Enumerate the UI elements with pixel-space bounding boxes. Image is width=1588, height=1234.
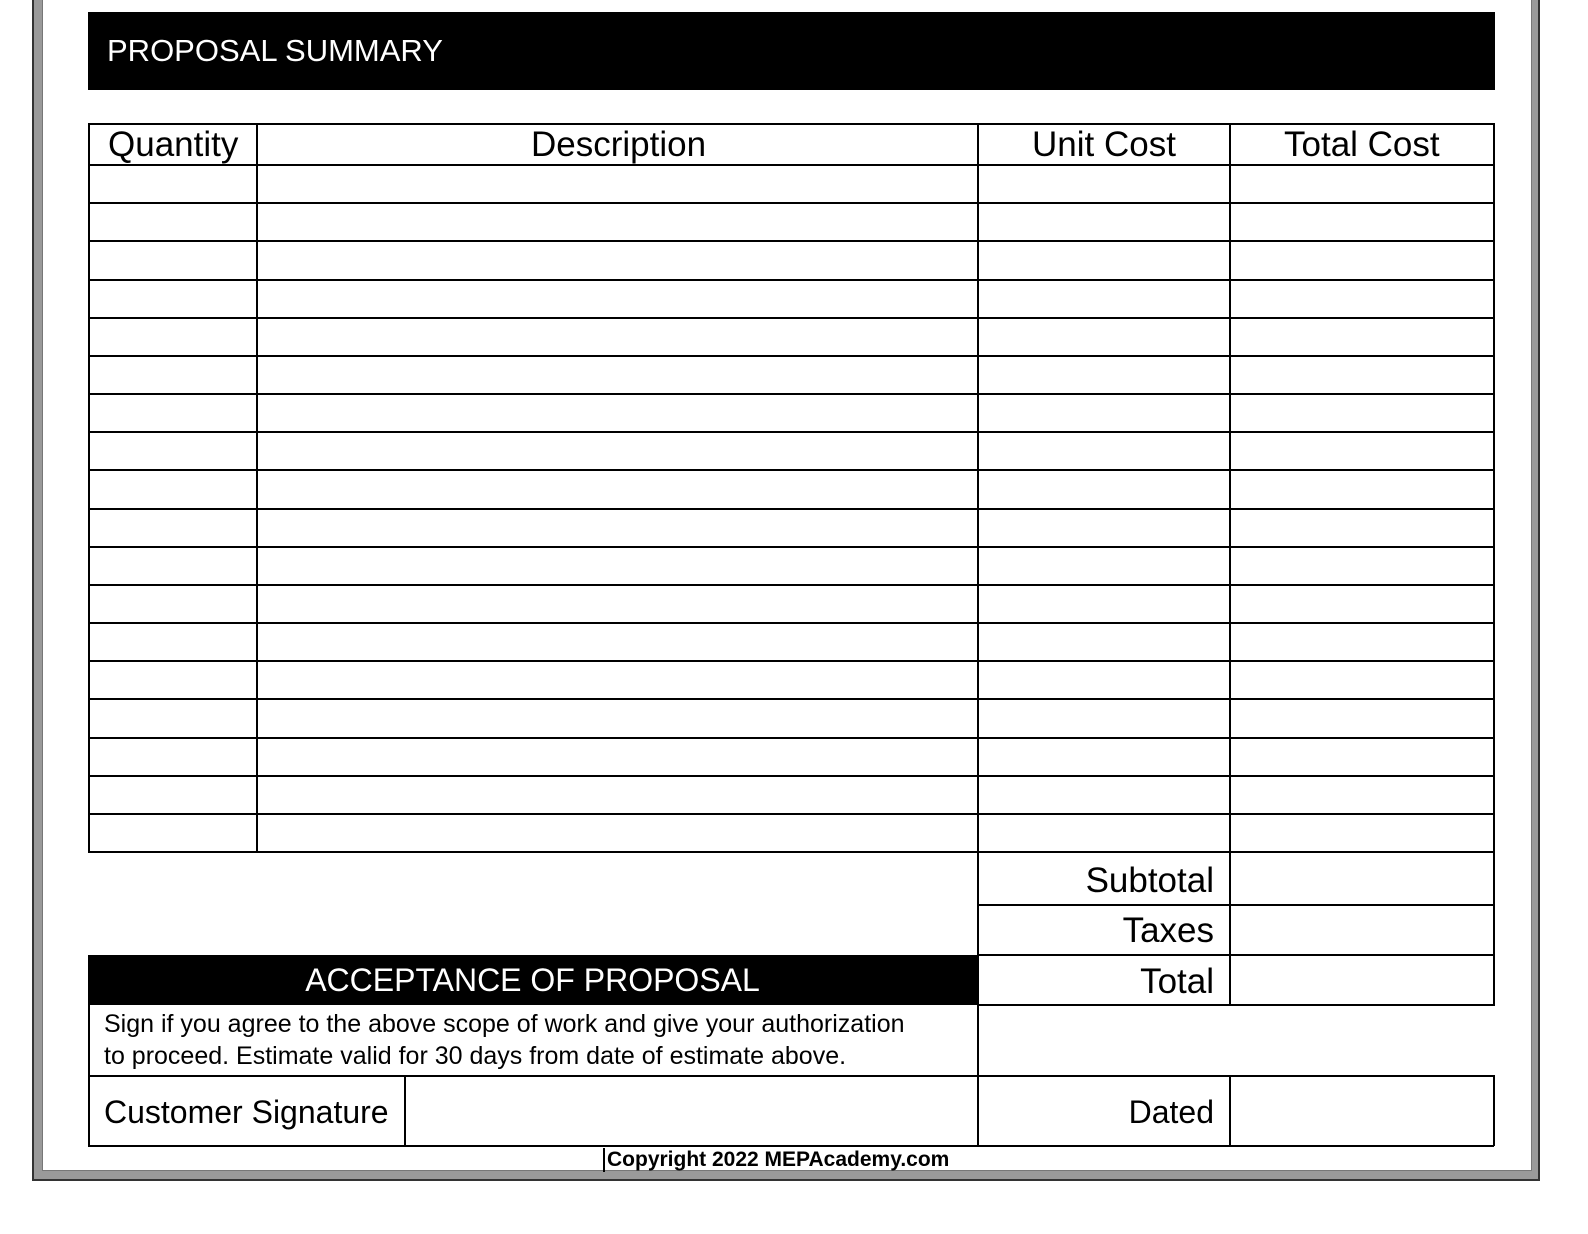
unit-cost-cell[interactable] [979, 357, 1229, 393]
copyright-footer: Copyright 2022 MEPAcademy.com [603, 1148, 949, 1172]
total-cost-cell[interactable] [1231, 319, 1493, 355]
quantity-cell[interactable] [90, 662, 256, 698]
acceptance-title [88, 955, 977, 1005]
unit-cost-cell[interactable] [979, 471, 1229, 507]
description-cell[interactable] [258, 471, 977, 507]
total-cost-cell[interactable] [1231, 357, 1493, 393]
total-label: Total [1140, 962, 1214, 1001]
totals-bottom-border [977, 1004, 1494, 1006]
unit-cost-cell[interactable] [979, 433, 1229, 469]
column-header-quantity: Quantity [108, 125, 239, 164]
quantity-cell[interactable] [90, 471, 256, 507]
taxes-label: Taxes [1122, 911, 1214, 950]
signature-top-border [88, 1075, 1494, 1077]
unit-cost-cell[interactable] [979, 395, 1229, 431]
column-header-description: Description [531, 125, 707, 164]
quantity-cell[interactable] [90, 166, 256, 202]
total-cost-cell[interactable] [1231, 548, 1493, 584]
description-cell[interactable] [258, 204, 977, 240]
description-cell[interactable] [258, 357, 977, 393]
description-cell[interactable] [258, 815, 977, 851]
total-cost-cell[interactable] [1231, 815, 1493, 851]
unit-cost-cell[interactable] [979, 586, 1229, 622]
unit-cost-cell[interactable] [979, 204, 1229, 240]
dated-field[interactable] [1230, 1076, 1493, 1146]
acceptance-note-line-1: Sign if you agree to the above scope of work and give your authorization [104, 1010, 905, 1038]
total-cost-cell[interactable] [1231, 624, 1493, 660]
quantity-cell[interactable] [90, 815, 256, 851]
table-top-border [88, 123, 1494, 125]
description-cell[interactable] [258, 395, 977, 431]
description-cell[interactable] [258, 700, 977, 736]
acceptance-note [104, 1008, 905, 1072]
total-cost-cell[interactable] [1231, 662, 1493, 698]
subtotal-label: Subtotal [1085, 861, 1214, 900]
totals-divider [977, 954, 1494, 956]
signature-divider [404, 1075, 406, 1146]
quantity-cell[interactable] [90, 586, 256, 622]
column-header-unit-cost: Unit Cost [1032, 125, 1176, 164]
quantity-cell[interactable] [90, 739, 256, 775]
total-cost-cell[interactable] [1231, 777, 1493, 813]
totals-mid-border [1229, 851, 1231, 1006]
taxes-field[interactable] [1230, 905, 1493, 954]
description-cell[interactable] [258, 586, 977, 622]
total-cost-cell[interactable] [1231, 281, 1493, 317]
quantity-cell[interactable] [90, 433, 256, 469]
total-cost-cell[interactable] [1231, 739, 1493, 775]
description-cell[interactable] [258, 319, 977, 355]
quantity-cell[interactable] [90, 700, 256, 736]
unit-cost-cell[interactable] [979, 510, 1229, 546]
unit-cost-cell[interactable] [979, 281, 1229, 317]
unit-cost-cell[interactable] [979, 242, 1229, 278]
unit-cost-cell[interactable] [979, 662, 1229, 698]
quantity-cell[interactable] [90, 357, 256, 393]
signature-bottom-border [88, 1145, 1494, 1147]
customer-signature-label: Customer Signature [104, 1094, 389, 1130]
quantity-cell[interactable] [90, 548, 256, 584]
acceptance-title-text: ACCEPTANCE OF PROPOSAL [305, 961, 760, 998]
total-cost-cell[interactable] [1231, 166, 1493, 202]
unit-cost-cell[interactable] [979, 700, 1229, 736]
description-cell[interactable] [258, 739, 977, 775]
description-cell[interactable] [258, 777, 977, 813]
total-cost-cell[interactable] [1231, 471, 1493, 507]
page-title-text: PROPOSAL SUMMARY [107, 33, 443, 68]
totals-divider [977, 904, 1494, 906]
quantity-cell[interactable] [90, 510, 256, 546]
quantity-cell[interactable] [90, 395, 256, 431]
total-cost-cell[interactable] [1231, 700, 1493, 736]
unit-cost-cell[interactable] [979, 624, 1229, 660]
total-cost-cell[interactable] [1231, 395, 1493, 431]
table-column-divider [1493, 123, 1495, 853]
unit-cost-cell[interactable] [979, 319, 1229, 355]
total-field[interactable] [1230, 955, 1493, 1004]
acceptance-note-line-2: to proceed. Estimate valid for 30 days from date of estimate above. [104, 1042, 847, 1070]
dated-label: Dated [1128, 1094, 1214, 1130]
quantity-cell[interactable] [90, 319, 256, 355]
total-cost-cell[interactable] [1231, 510, 1493, 546]
dated-divider [1229, 1075, 1231, 1146]
description-cell[interactable] [258, 433, 977, 469]
description-cell[interactable] [258, 166, 977, 202]
signature-right-border [1493, 1075, 1495, 1146]
quantity-cell[interactable] [90, 242, 256, 278]
quantity-cell[interactable] [90, 624, 256, 660]
description-cell[interactable] [258, 662, 977, 698]
total-cost-cell[interactable] [1231, 433, 1493, 469]
total-cost-cell[interactable] [1231, 242, 1493, 278]
quantity-cell[interactable] [90, 204, 256, 240]
customer-signature-field[interactable] [405, 1076, 976, 1146]
unit-cost-cell[interactable] [979, 548, 1229, 584]
table-row-divider [88, 851, 1494, 853]
total-cost-cell[interactable] [1231, 204, 1493, 240]
quantity-cell[interactable] [90, 777, 256, 813]
description-cell[interactable] [258, 281, 977, 317]
unit-cost-cell[interactable] [979, 739, 1229, 775]
description-cell[interactable] [258, 242, 977, 278]
quantity-cell[interactable] [90, 281, 256, 317]
unit-cost-cell[interactable] [979, 777, 1229, 813]
totals-left-border [977, 851, 979, 1006]
column-header-total-cost: Total Cost [1284, 125, 1440, 164]
total-cost-cell[interactable] [1231, 586, 1493, 622]
description-cell[interactable] [258, 624, 977, 660]
description-cell[interactable] [258, 548, 977, 584]
page-title [88, 12, 1495, 90]
unit-cost-cell[interactable] [979, 815, 1229, 851]
description-cell[interactable] [258, 510, 977, 546]
subtotal-field[interactable] [1230, 852, 1493, 904]
unit-cost-cell[interactable] [979, 166, 1229, 202]
totals-right-border [1493, 851, 1495, 1006]
